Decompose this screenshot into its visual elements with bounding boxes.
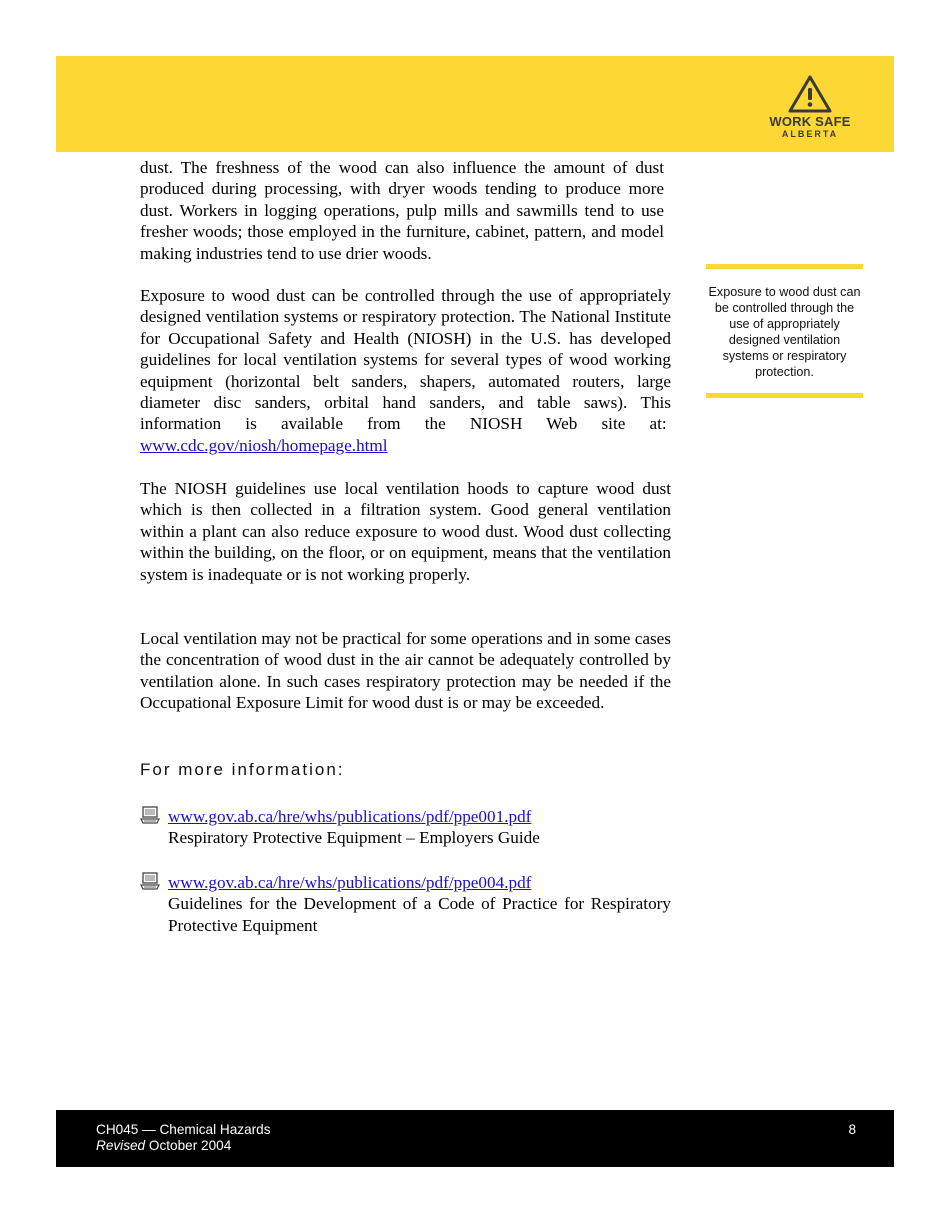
body-paragraph-3: The NIOSH guidelines use local ventilation hoods to capture wood dust which is then collected in a filtration system. Good general ventilation within a plant can also reduce exposure to wood dust. Wood dust collecting within the building, on the floor, or on equipment, means that the ventilation system is inadequate or is not working properly. — [140, 479, 671, 584]
page-footer — [56, 1110, 894, 1167]
ppe001-title: Respiratory Protective Equipment – Employers Guide — [168, 828, 540, 848]
logo-line-1: WORK SAFE — [769, 114, 851, 129]
computer-icon — [140, 806, 160, 824]
resource-item — [140, 872, 671, 936]
body-paragraph-2-text: Exposure to wood dust can be controlled through the use of appropriately designed ventilation systems or respiratory protection. The National Institute for Occupational Safety and Health (NIOSH) in the U.S. has developed guidelines for local ventilation systems for several types of wood working equipment (horizontal belt sanders, shapers, automated routers, large diameter disc sanders, orbital hand sanders, and table saws). This information is available from the NIOSH Web site at: — [140, 286, 671, 434]
body-paragraph-2 — [140, 285, 671, 456]
ppe004-link[interactable]: www.gov.ab.ca/hre/whs/publications/pdf/ppe004.pdf — [168, 873, 532, 892]
body-paragraph-4: Local ventilation may not be practical for some operations and in some cases the concentration of wood dust in the air cannot be adequately controlled by ventilation alone. In such cases respiratory protection may be needed if the Occupational Exposure Limit for wood dust is or may be exceeded. — [140, 629, 671, 713]
footer-revised-date: October 2004 — [148, 1138, 232, 1153]
callout-text: Exposure to wood dust can be controlled through the use of appropriately designed ventilation systems or respiratory protection. — [708, 285, 861, 379]
computer-icon — [140, 872, 160, 890]
page-number: 8 — [848, 1122, 856, 1137]
body-paragraph-1: dust. The freshness of the wood can also influence the amount of dust produced during processing, with dryer woods tending to produce more dust. Workers in logging operations, pulp mills and sawmills tend to use fresher woods; those employed in the furniture, cabinet, pattern, and model making industries tend to use drier woods. — [140, 158, 664, 263]
callout-bottom-rule — [706, 393, 863, 398]
footer-revised-label: Revised — [96, 1138, 146, 1153]
logo-line-2: ALBERTA — [781, 129, 839, 139]
resource-item — [140, 806, 671, 849]
sidebar-callout — [706, 264, 863, 398]
ppe004-title: Guidelines for the Development of a Code of Practice for Respiratory Protective Equipment — [168, 894, 671, 935]
ppe001-link[interactable]: www.gov.ab.ca/hre/whs/publications/pdf/ppe001.pdf — [168, 807, 532, 826]
footer-revised — [96, 1138, 271, 1154]
niosh-homepage-link[interactable]: www.cdc.gov/niosh/homepage.html — [140, 435, 388, 455]
footer-doc-id: CH045 — Chemical Hazards — [96, 1122, 271, 1137]
work-safe-alberta-logo — [763, 74, 857, 144]
warning-triangle-icon — [787, 74, 833, 114]
more-info-heading: For more information: — [140, 760, 345, 779]
